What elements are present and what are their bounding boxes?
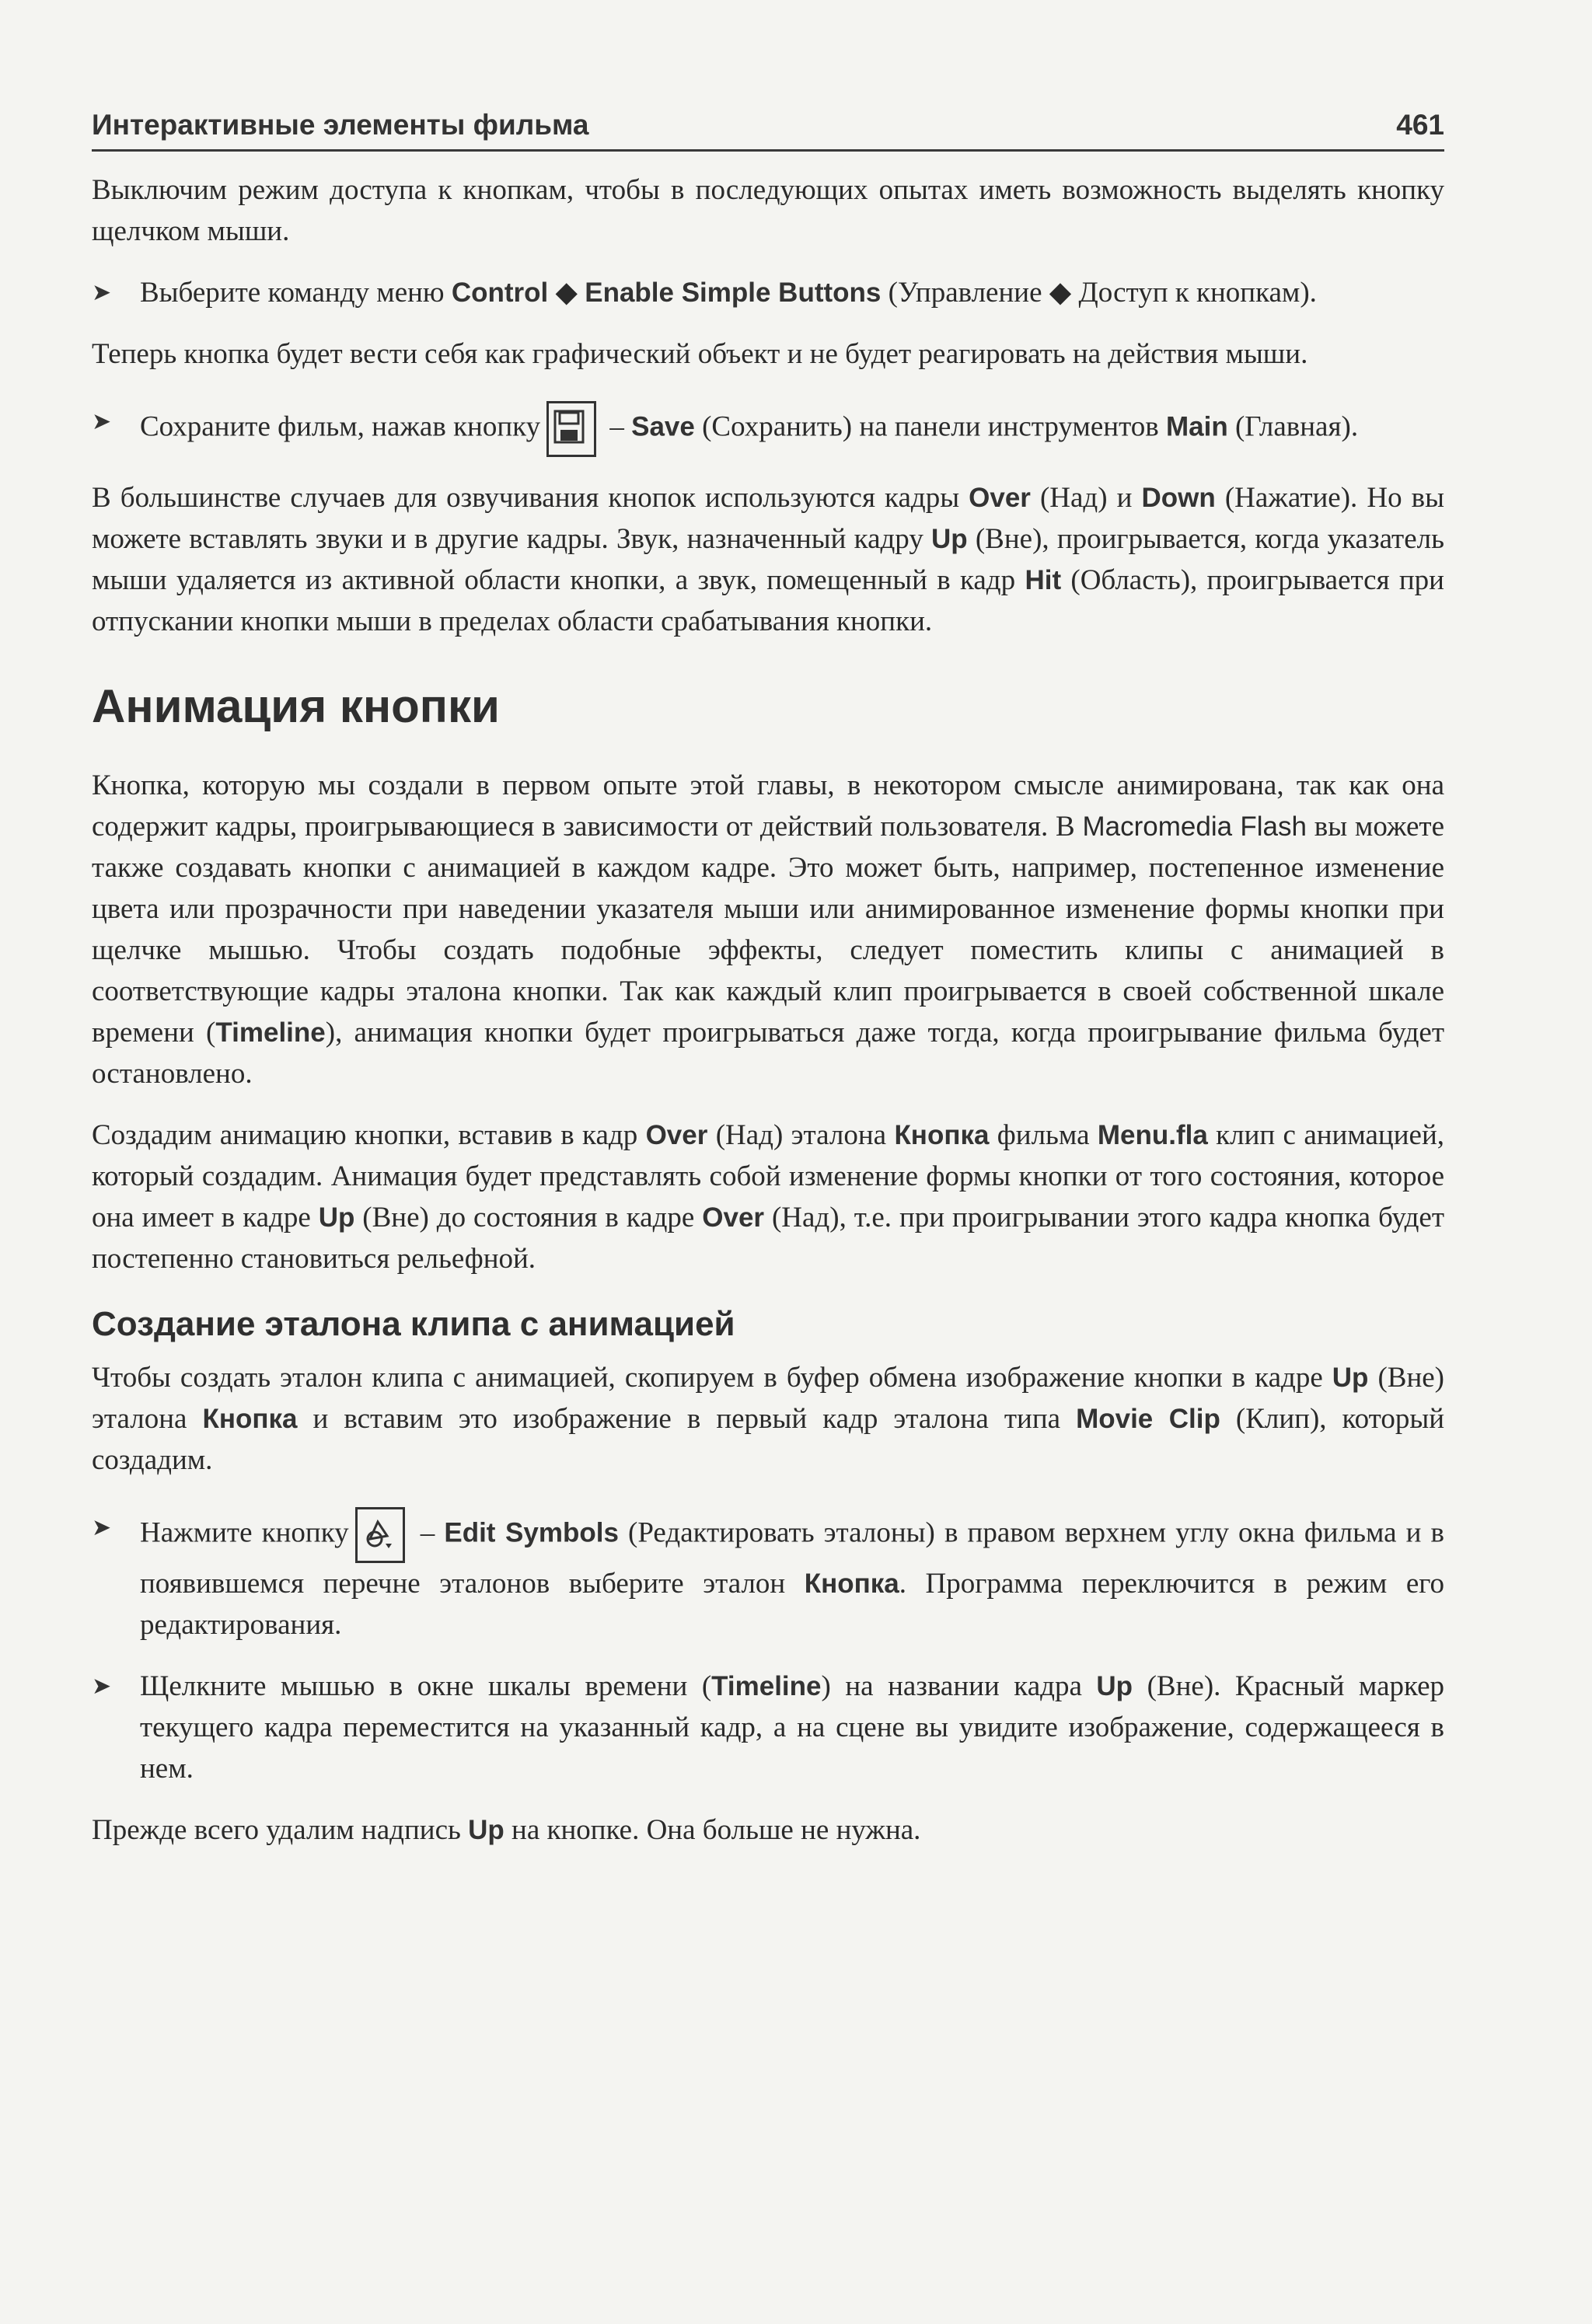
bullet-arrow-icon: ➤ [92, 1673, 112, 1699]
running-head-title: Интерактивные элементы фильма [92, 109, 589, 141]
bullet-enable-simple-buttons: ➤ Выберите команду меню Control ◆ Enable Simple Buttons (Управление ◆ Доступ к кнопкам). [92, 272, 1444, 313]
section-heading: Анимация кнопки [92, 680, 500, 732]
paragraph-1: Выключим режим доступа к кнопкам, чтобы в последующих опытах иметь возможность выделять кнопку щелчком мыши. [92, 174, 1444, 247]
running-head [92, 106, 1444, 152]
edit-symbols-label: Edit Symbols [444, 1517, 619, 1548]
paragraph-6: Чтобы создать эталон клипа с анимацией, скопируем в буфер обмена изображение кнопки в кадре Up (Вне) эталона Кнопка и вставим это изображение в первый кадр эталона типа Movie Clip (Клип), который создадим. [92, 1362, 1444, 1476]
paragraph-7: Прежде всего удалим надпись Up на кнопке. Она больше не нужна. [92, 1814, 921, 1846]
bullet-arrow-icon: ➤ [92, 409, 112, 434]
subsection-heading: Создание эталона клипа с анимацией [92, 1305, 735, 1343]
paragraph-5: Создадим анимацию кнопки, вставив в кадр Over (Над) эталона Кнопка фильма Menu.fla клип с анимацией, который создадим. Анимация будет представлять собой изменение формы кнопки от того состояния, которое она имеет в кадре Up (Вне) до состояния в кадре Over (Над), т.е. при проигрывании этого кадра кнопка будет постепенно становиться рельефной. [92, 1119, 1445, 1275]
main-label: Main [1165, 411, 1228, 442]
bullet-arrow-icon: ➤ [92, 280, 112, 305]
bullet-save: ➤ Сохраните фильм, нажав кнопку – Save (Сохранить) на панели инструментов Main (Главная). [92, 401, 1444, 457]
page-content [92, 169, 1444, 1871]
save-disk-icon [546, 401, 596, 457]
paragraph-2: Теперь кнопка будет вести себя как графический объект и не будет реагировать на действия мыши. [92, 338, 1308, 370]
paragraph-4: Кнопка, которую мы создали в первом опыте этой главы, в некотором смысле анимирована, так как она содержит кадры, проигрывающиеся в зависимости от действий пользователя. В Macromedia Flash вы можете также создавать кнопки с анимацией в каждом кадре. Это может быть, например, постепенное изменение цвета или прозрачности при наведении указателя мыши или анимированное изменение формы кнопки при щелчке мышью. Чтобы создать подобные эффекты, следует поместить клипы с анимацией в соответствующие кадры эталона кнопки. Так как каждый клип проигрывается в своей собственной шкале времени (Timeline), анимация кнопки будет проигрываться даже тогда, когда проигрывание фильма будет остановлено. [92, 769, 1444, 1090]
save-label: Save [631, 411, 695, 442]
bullet-timeline-up: ➤ Щелкните мышью в окне шкалы времени (Timeline) на названии кадра Up (Вне). Красный маркер текущего кадра переместится на указанный кадр, а на сцене вы увидите изображение, содержащееся в нем. [92, 1666, 1444, 1789]
menu-control: Control [451, 277, 549, 308]
paragraph-3: В большинстве случаев для озвучивания кнопок используются кадры Over (Над) и Down (Нажатие). Но вы можете вставлять звуки и в другие кадры. Звук, назначенный кадру Up (Вне), проигрывается, когда указатель мыши удаляется из активной области кнопки, а звук, помещенный в кадр Hit (Область), проигрывается при отпускании кнопки мыши в пределах области срабатывания кнопки. [92, 482, 1444, 637]
edit-symbols-icon [355, 1507, 405, 1563]
page-number: 461 [1396, 109, 1444, 141]
bullet-edit-symbols: ➤ Нажмите кнопку – Edit Symbols (Редактировать эталоны) в правом верхнем углу окна фильма и в появившемся перечне эталонов выберите эталон Кнопка. Программа переключится в режим его редактирования. [92, 1507, 1444, 1645]
menu-enable-simple-buttons: Enable Simple Buttons [585, 277, 882, 308]
bullet-arrow-icon: ➤ [92, 1515, 112, 1541]
